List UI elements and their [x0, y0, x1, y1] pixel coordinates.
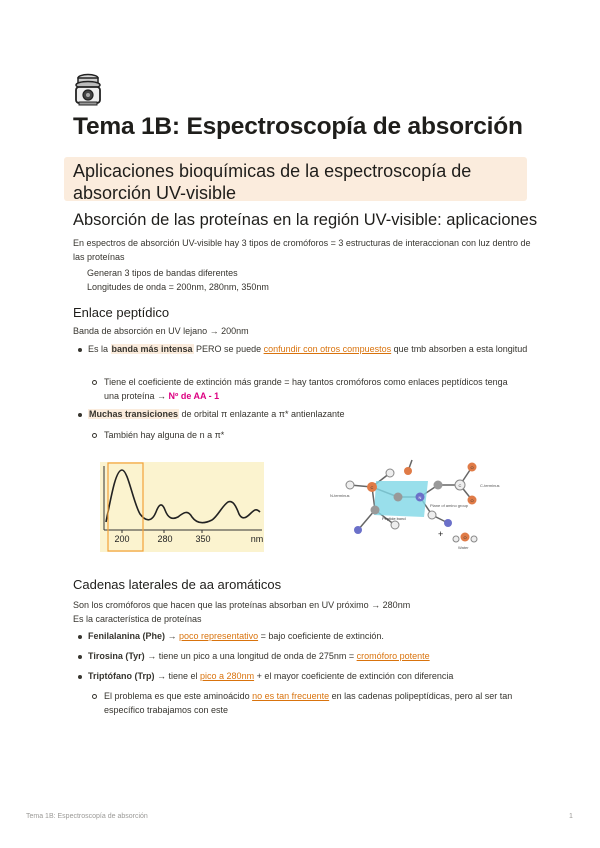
sub-list-item: También hay alguna de n a π* — [104, 430, 225, 440]
diagram-label: Peptide bond — [382, 516, 406, 521]
indent-line-2: Longitudes de onda = 200nm, 280nm, 350nm — [87, 282, 269, 292]
atom-label: O — [470, 465, 474, 470]
bold-text: Triptófano (Trp) — [88, 671, 155, 681]
enlace-intro: Banda de absorción en UV lejano → 200nm — [73, 326, 249, 336]
spectrometer-icon — [73, 73, 103, 107]
subheading-enlace: Enlace peptídico — [73, 305, 170, 320]
sub-list-item — [104, 689, 534, 717]
bullet-dot — [78, 675, 82, 679]
list-item — [88, 629, 384, 643]
underlined-text: cromóforo potente — [356, 651, 430, 661]
sub-bullet-circle — [92, 694, 97, 699]
text-span: en las cadenas polipeptídicas, pero al ser tan específico trabajamos con este — [104, 691, 513, 715]
subheading-aromaticos: Cadenas laterales de aa aromáticos — [73, 577, 282, 592]
underlined-text: no es tan frecuente — [252, 691, 330, 701]
diagram-label: N-terminus — [330, 493, 350, 498]
underlined-text: pico a 280nm — [200, 671, 255, 681]
sub-bullet-circle — [92, 380, 97, 385]
bullet-dot — [78, 635, 82, 639]
atom-label: C — [458, 483, 462, 488]
bold-text: Fenilalanina (Phe) — [88, 631, 166, 641]
text-span: de orbital π enlazante a π* antienlazante — [179, 409, 345, 419]
diagram-label: Water — [458, 545, 469, 550]
bullet-dot — [78, 655, 82, 659]
text-span: PERO se puede — [193, 344, 264, 354]
bold-text: Tirosina (Tyr) — [88, 651, 145, 661]
sub-list-item — [104, 375, 514, 403]
text-span: Tiene el coeficiente de extinción más grande = hay tantos cromóforos como enlaces peptídicos tenga una proteína → — [104, 377, 508, 401]
bullet-dot — [78, 348, 82, 352]
page-number: 1 — [569, 813, 573, 820]
aromaticos-intro-1: Son los cromóforos que hacen que las proteínas absorban en UV próximo → 280nm — [73, 600, 411, 610]
aromaticos-intro-2: Es la característica de proteínas — [73, 614, 202, 624]
intro-paragraph: En espectros de absorción UV-visible hay 3 tipos de cromóforos = 3 estructuras de interaccionan con luz dentro de las proteínas — [73, 238, 531, 262]
text-span: = bajo coeficiente de extinción. — [258, 631, 384, 641]
atom-label: N — [418, 495, 422, 500]
text-span: → tiene el — [154, 671, 201, 681]
section-heading: Absorción de las proteínas en la región UV-visible: aplicaciones — [73, 211, 538, 229]
text-span: que tmb absorben a esta longitud — [391, 344, 528, 354]
atom-label: C — [370, 485, 374, 490]
sub-bullet-circle — [92, 433, 97, 438]
diagram-label: C-terminus — [480, 483, 500, 488]
text-span: → — [165, 631, 180, 641]
page-title: Tema 1B: Espectroscopía de absorción — [73, 113, 523, 140]
text-span: Es la — [88, 344, 111, 354]
atom-label: O — [470, 498, 474, 503]
list-item — [88, 669, 453, 683]
tick-label: 280 — [157, 534, 173, 544]
highlighted-bold-text: banda más intensa — [111, 344, 193, 354]
list-item — [88, 407, 345, 421]
text-span: → tiene un pico a una longitud de onda de 275nm = — [144, 651, 357, 661]
atom-label: O — [463, 535, 467, 540]
tick-label: nm — [250, 534, 264, 544]
underlined-text: poco representativo — [179, 631, 259, 641]
text-span: + el mayor coeficiente de extinción con diferencia — [254, 671, 454, 681]
peptide-bond-diagram — [320, 455, 520, 555]
tick-label: 350 — [195, 534, 211, 544]
callout-heading: Aplicaciones bioquímicas de la espectroscopía de absorción UV-visible — [73, 161, 472, 203]
highlighted-bold-text: Muchas transiciones — [89, 409, 179, 419]
text-span: El problema es que este aminoácido — [104, 691, 253, 701]
footer-title: Tema 1B: Espectroscopía de absorción — [26, 813, 148, 820]
tick-label: 200 — [114, 534, 130, 544]
list-item — [88, 649, 430, 663]
underlined-text: confundir con otros compuestos — [263, 344, 392, 354]
absorption-spectrum-image — [100, 462, 264, 552]
atom-label: + — [438, 529, 444, 539]
pink-bold-text: Nº de AA - 1 — [168, 391, 220, 401]
list-item — [88, 342, 528, 356]
indent-line-1: Generan 3 tipos de bandas diferentes — [87, 268, 238, 278]
diagram-label: Plane of amino group — [430, 503, 469, 508]
bullet-dot — [78, 413, 82, 417]
